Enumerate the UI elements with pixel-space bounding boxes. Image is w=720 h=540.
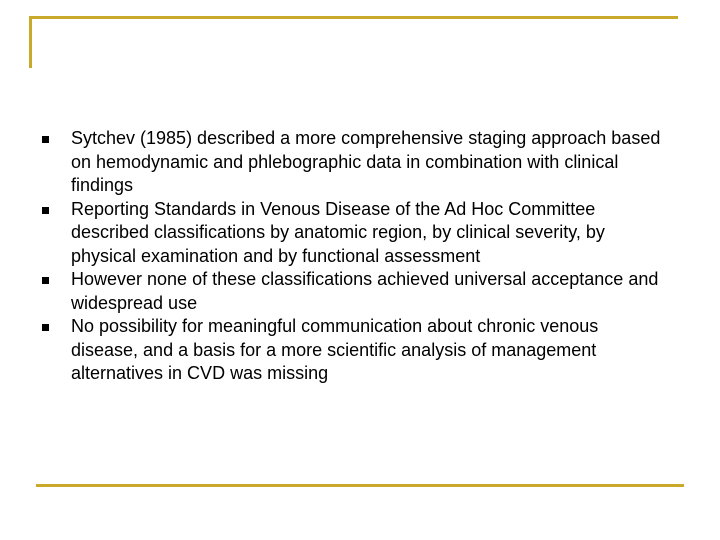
bullet-text: No possibility for meaningful communication about chronic venous disease, and a basis for a more scientific analysis of management alternatives in CVD was missing [71,316,599,383]
left-accent-line [29,16,32,68]
top-accent-line [29,16,678,19]
square-bullet-icon [42,136,49,143]
bullet-list [42,127,662,386]
bullet-item [42,127,662,198]
bottom-accent-line [36,484,684,487]
square-bullet-icon [42,277,49,284]
bullet-item [42,198,662,269]
bullet-text: However none of these classifications achieved universal acceptance and widespread use [71,269,659,313]
bullet-item [42,315,662,386]
bullet-text: Sytchev (1985) described a more comprehensive staging approach based on hemodynamic and phlebographic data in combination with clinical findings [71,128,661,195]
bullet-item [42,268,662,315]
bullet-text: Reporting Standards in Venous Disease of the Ad Hoc Committee described classifications by anatomic region, by clinical severity, by physical examination and by functional assessment [71,198,605,266]
square-bullet-icon [42,324,49,331]
square-bullet-icon [42,207,49,214]
